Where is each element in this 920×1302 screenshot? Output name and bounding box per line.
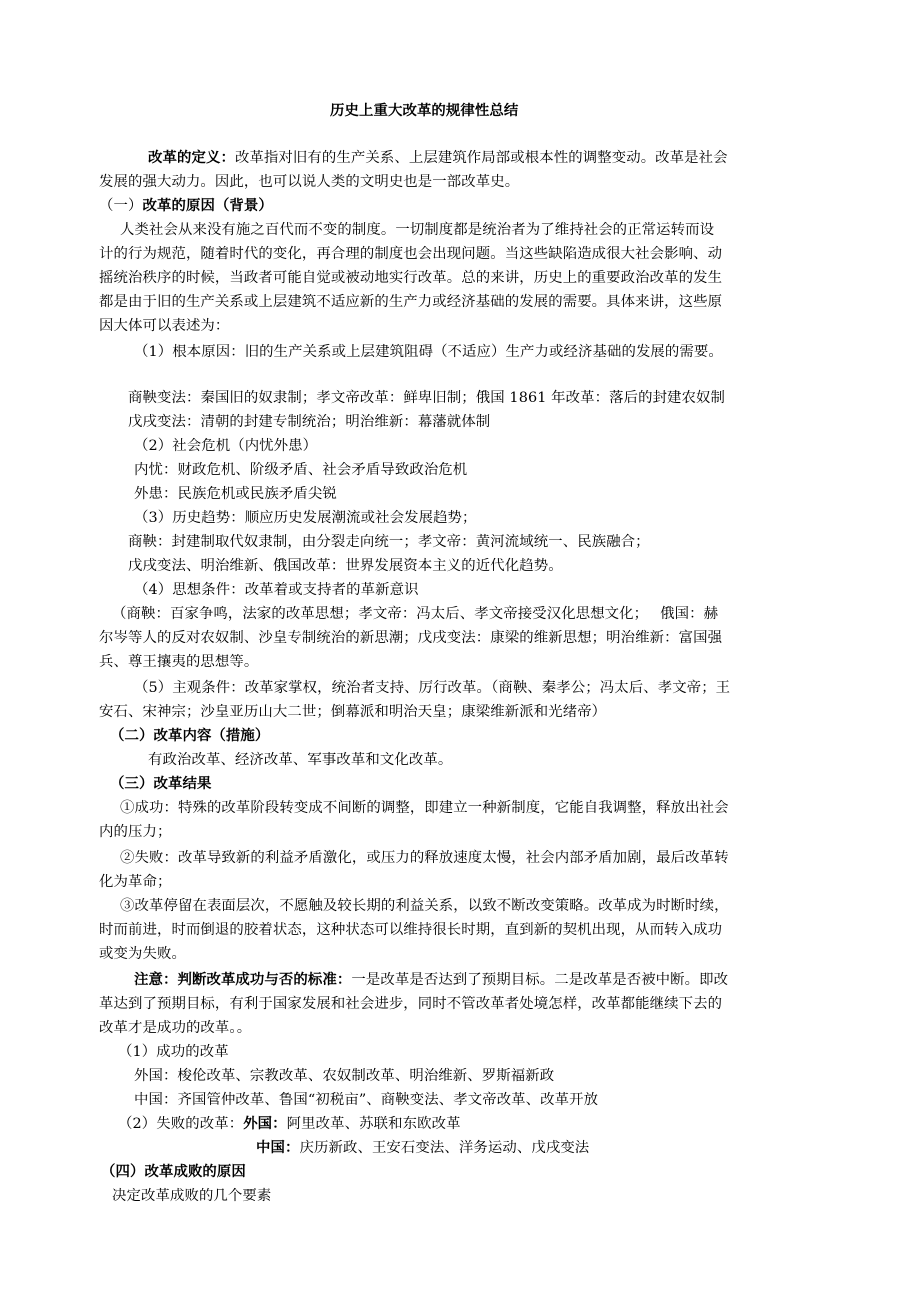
document-title: 历史上重大改革的规律性总结 bbox=[330, 103, 519, 119]
cause-external: 外患：民族危机或民族矛盾尖锐 bbox=[134, 486, 337, 502]
successful-reforms-china: 中国：齐国管仲改革、鲁国“初税亩”、商鞅变法、孝文帝改革、改革开放 bbox=[134, 1092, 599, 1108]
definition-label: 改革的定义： bbox=[148, 150, 235, 166]
result-failure-1: ②失败：改革导致新的利益矛盾激化，或压力的释放速度太慢，社会内部矛盾加剧，最后改革转 bbox=[120, 850, 729, 866]
cause-ideology-detail-1: （商鞅：百家争鸣，法家的改革思想；孝文帝：冯太后、孝文帝接受汉化思想文化； 俄国：赫 bbox=[112, 606, 719, 622]
result-failure-2: 化为革命； bbox=[99, 874, 172, 890]
result-success-1: ①成功：特殊的改革阶段转变成不间断的调整，即建立一种新制度，它能自我调整，释放出社会 bbox=[120, 800, 729, 816]
cause-root-example-2: 戊戌变法：清朝的封建专制统治；明治维新：幕藩就体制 bbox=[128, 414, 491, 430]
note-line-3: 改革才是成功的改革。。 bbox=[99, 1020, 252, 1036]
cause-subjective-1: （5）主观条件：改革家掌权，统治者支持、厉行改革。（商鞅、秦孝公；冯太后、孝文帝；王 bbox=[134, 680, 731, 696]
note-line-2: 革达到了预期目标，有利于国家发展和社会进步，同时不管改革者处境怎样，改革都能继续下去的 bbox=[99, 996, 723, 1012]
section-1-intro-line: 摇统治秩序的时候，当政者可能自觉或被动地实行改革。总的来讲，历史上的重要政治改革的发生 bbox=[99, 270, 723, 286]
section-1-intro-line: 计的行为规范，随着时代的变化，再合理的制度也会出现问题。当这些缺陷造成很大社会影响、动 bbox=[99, 246, 723, 262]
section-1-intro-line: 人类社会从来没有施之百代而不变的制度。一切制度都是统治者为了维持社会的正常运转而设 bbox=[120, 222, 715, 238]
cause-social-crisis: （2）社会危机（内忧外患） bbox=[134, 438, 318, 454]
section-2-text: 有政治改革、经济改革、军事改革和文化改革。 bbox=[148, 752, 453, 768]
section-4-text: 决定改革成败的几个要素 bbox=[112, 1188, 272, 1204]
cause-ideology-detail-2: 尔岑等人的反对农奴制、沙皇专制统治的新思潮；戊戌变法：康梁的维新思想；明治维新：富国强 bbox=[99, 630, 723, 646]
section-1-heading: （一）改革的原因（背景） bbox=[99, 198, 273, 214]
cause-historical-trend: （3）历史趋势：顺应历史发展潮流或社会发展趋势； bbox=[134, 510, 477, 526]
failed-reforms-heading: （2）失败的改革： bbox=[118, 1116, 244, 1132]
result-stalemate-1: ③改革停留在表面层次，不愿触及较长期的利益关系，以致不断改变策略。改革成为时断时续， bbox=[120, 898, 729, 914]
definition-line-2: 发展的强大动力。因此，也可以说人类的文明史也是一部改革史。 bbox=[99, 174, 520, 190]
cause-root: （1）根本原因：旧的生产关系或上层建筑阻碍（不适应）生产力或经济基础的发展的需要。 bbox=[134, 344, 723, 360]
failed-reforms-china-line: 中国：庆历新政、王安石变法、洋务运动、戊戌变法 bbox=[256, 1140, 590, 1156]
note-label: 注意：判断改革成功与否的标准： bbox=[134, 972, 352, 988]
cause-root-example-1: 商鞅变法：秦国旧的奴隶制；孝文帝改革：鲜卑旧制；俄国 1861 年改革：落后的封建农奴制 bbox=[128, 390, 726, 406]
failed-reforms-foreign-line: （2）失败的改革：外国：阿里改革、苏联和东欧改革 bbox=[118, 1116, 461, 1132]
result-stalemate-3: 或变为失败。 bbox=[99, 946, 186, 962]
section-4-heading: （四）改革成败的原因 bbox=[101, 1164, 246, 1180]
definition-text: 改革指对旧有的生产关系、上层建筑作局部或根本性的调整变动。改革是社会 bbox=[234, 150, 728, 166]
section-1-intro-line: 因大体可以表述为： bbox=[99, 318, 230, 334]
result-success-2: 内的压力； bbox=[99, 824, 172, 840]
section-3-heading: （三）改革结果 bbox=[110, 776, 212, 792]
note-line-1: 注意：判断改革成功与否的标准：一是改革是否达到了预期目标。二是改革是否被中断。即改 bbox=[134, 972, 729, 988]
successful-reforms-foreign: 外国：梭伦改革、宗教改革、农奴制改革、明治维新、罗斯福新政 bbox=[134, 1068, 555, 1084]
cause-trend-example-2: 戊戌变法、明治维新、俄国改革：世界发展资本主义的近代化趋势。 bbox=[128, 558, 563, 574]
cause-internal: 内忧：财政危机、阶级矛盾、社会矛盾导致政治危机 bbox=[134, 462, 468, 478]
cause-ideology-detail-3: 兵、尊王攘夷的思想等。 bbox=[99, 654, 259, 670]
result-stalemate-2: 时而前进，时而倒退的胶着状态，这种状态可以维持很长时期，直到新的契机出现，从而转入成功 bbox=[99, 922, 723, 938]
section-1-intro-line: 都是由于旧的生产关系或上层建筑不适应新的生产力或经济基础的发展的需要。具体来讲，这些原 bbox=[99, 294, 723, 310]
section-2-heading: （二）改革内容（措施） bbox=[110, 728, 270, 744]
cause-ideology: （4）思想条件：改革着或支持者的革新意识 bbox=[134, 582, 419, 598]
successful-reforms-heading: （1）成功的改革 bbox=[118, 1044, 229, 1060]
cause-trend-example-1: 商鞅：封建制取代奴隶制，由分裂走向统一；孝文帝：黄河流域统一、民族融合； bbox=[128, 534, 650, 550]
cause-subjective-2: 安石、宋神宗；沙皇亚历山大二世；倒幕派和明治天皇；康梁维新派和光绪帝） bbox=[99, 704, 607, 720]
definition-line-1 bbox=[148, 148, 728, 168]
